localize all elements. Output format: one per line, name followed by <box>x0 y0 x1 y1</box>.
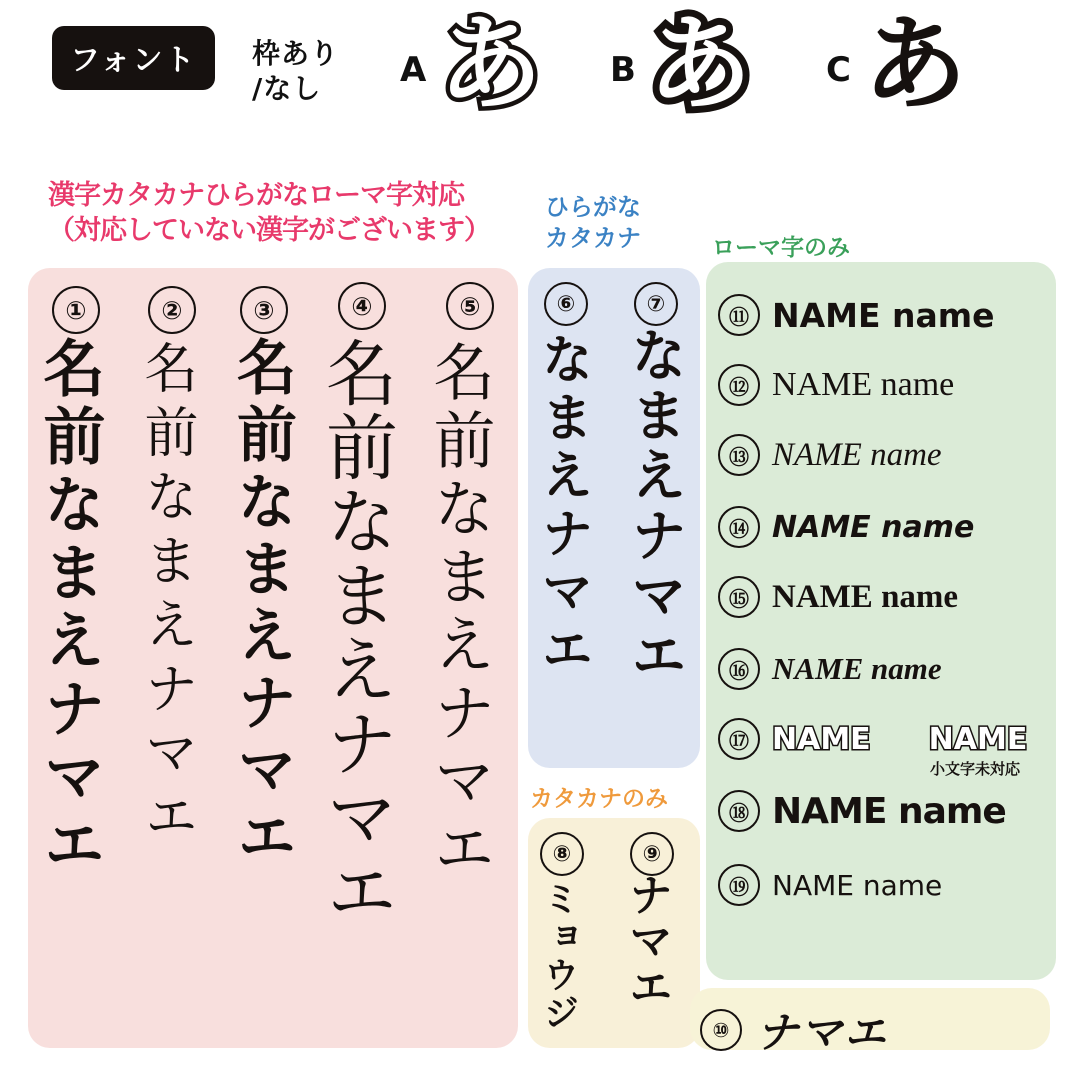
font-row-13[interactable] <box>718 434 942 476</box>
kanji-heading-line1: 漢字カタカナひらがなローマ字対応 <box>48 180 464 211</box>
font-sample-19: NAME name <box>772 868 943 902</box>
font-row-18[interactable] <box>718 790 1006 832</box>
kana-heading-line2: カタカナ <box>545 224 641 253</box>
font-sample-3: 名前なまえナマエ <box>227 336 297 872</box>
font-sample-15: NAME name <box>772 578 959 615</box>
kanji-heading-line2: （対応していない漢字がございます） <box>48 215 490 247</box>
sample-b-glyph: あ <box>647 3 752 125</box>
font-number-9[interactable]: ⑨ <box>630 832 674 876</box>
font-number-11: ⑪ <box>718 294 760 336</box>
header <box>0 0 1080 150</box>
lowercase-unsupported-note: 小文字未対応 <box>930 760 1021 778</box>
roman-section-heading: ローマ字のみ <box>712 235 850 261</box>
font-number-15: ⑮ <box>718 576 760 618</box>
sample-a-key: A <box>400 50 427 90</box>
kanji-section-heading <box>48 178 490 248</box>
font-sample-13: NAME name <box>772 436 942 473</box>
sample-b[interactable] <box>610 3 752 125</box>
sample-a-glyph: あ <box>438 3 543 125</box>
sample-c[interactable] <box>826 3 967 125</box>
frame-option-label: 枠あり /なし <box>252 37 340 105</box>
font-sample-5: 名前なまえナマエ <box>423 340 496 884</box>
font-sample-6: なまえナマエ <box>532 332 592 680</box>
font-sample-1: 名前なまえナマエ <box>33 336 106 880</box>
font-number-12: ⑫ <box>718 364 760 406</box>
font-number-8[interactable]: ⑧ <box>540 832 584 876</box>
font-sample-7: なまえナマエ <box>622 326 687 686</box>
font-number-1[interactable]: ① <box>52 286 100 334</box>
font-sample-9: ナマエ <box>621 872 672 1010</box>
sample-c-glyph: あ <box>862 3 967 125</box>
font-sample-10: ナマエ <box>756 1008 889 1057</box>
font-number-18: ⑱ <box>718 790 760 832</box>
font-row-10[interactable] <box>700 1000 888 1060</box>
font-sample-12: NAME name <box>772 366 955 403</box>
font-row-12[interactable] <box>718 364 954 406</box>
font-sample-14: NAME name <box>772 509 975 545</box>
font-row-19[interactable] <box>718 864 942 906</box>
font-number-14: ⑭ <box>718 506 760 548</box>
sample-a[interactable] <box>400 3 543 125</box>
font-sample-16: NAME name <box>772 651 942 686</box>
font-sample-17: NAME <box>772 721 871 757</box>
font-number-3[interactable]: ③ <box>240 286 288 334</box>
font-number-4[interactable]: ④ <box>338 282 386 330</box>
sample-c-key: C <box>826 50 851 90</box>
font-number-10: ⑩ <box>700 1009 742 1051</box>
font-number-19: ⑲ <box>718 864 760 906</box>
font-sample-18: NAME name <box>772 790 1006 832</box>
sample-b-key: B <box>610 50 636 90</box>
font-number-17: ⑰ <box>718 718 760 760</box>
font-row-16[interactable] <box>718 648 942 690</box>
kana-section-heading <box>545 192 641 254</box>
font-number-7[interactable]: ⑦ <box>634 282 678 326</box>
font-sample-2: 名前なまえナマエ <box>136 340 199 852</box>
katakana-section-heading: カタカナのみ <box>530 786 668 812</box>
font-sample-11: NAME name <box>772 295 995 335</box>
kana-heading-line1: ひらがな <box>545 193 641 221</box>
font-chip-label: フォント <box>52 26 215 90</box>
font-number-13: ⑬ <box>718 434 760 476</box>
font-number-2[interactable]: ② <box>148 286 196 334</box>
font-row-17[interactable] <box>718 718 1027 760</box>
font-row-11[interactable] <box>718 294 995 336</box>
font-sample-17-alt: NAME <box>928 721 1028 757</box>
font-number-16: ⑯ <box>718 648 760 690</box>
font-sample-4: 名前なまえナマエ <box>314 336 398 928</box>
font-row-14[interactable] <box>718 506 974 548</box>
font-number-5[interactable]: ⑤ <box>446 282 494 330</box>
font-row-15[interactable] <box>718 576 958 618</box>
font-sample-8: ミョウジ <box>538 880 579 1032</box>
font-number-6[interactable]: ⑥ <box>544 282 588 326</box>
